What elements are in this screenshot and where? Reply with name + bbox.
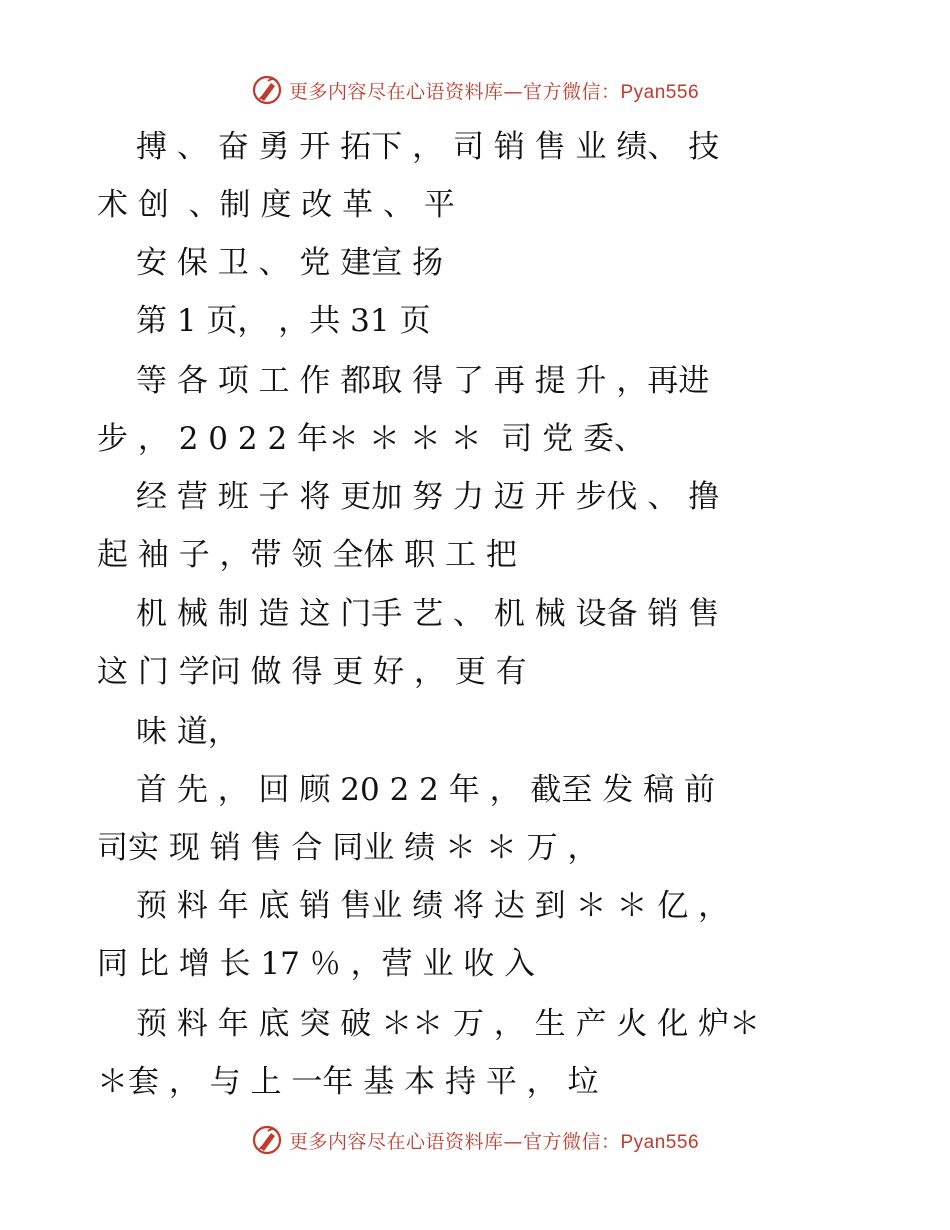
watermark-text: 更多内容尽在心语资料库—官方微信：Pyan556 [288, 1130, 700, 1153]
text-line-6: 步 ， 2 0 2 2 年＊ ＊ ＊ ＊ 司 党 委、 [97, 421, 645, 457]
text-line-16: 预 料 年 底 突 破 ＊＊ 万 ， 生 产 火 化 炉＊ [136, 1006, 761, 1042]
text-line-13: 司实 现 销 售 合 同业 绩 ＊ ＊ 万 ， [97, 830, 599, 866]
text-line-12: 首 先 ， 回 顾 20 2 2 年 ， 截至 发 稿 前 [136, 772, 715, 808]
text-line-3: 安 保 卫 、 党 建宣 扬 [136, 245, 444, 281]
text-line-8: 起 袖 子 ，带 领 全体 职 工 把 [97, 537, 517, 573]
text-line-17: ＊套 ， 与 上 一年 基 本 持 平 ， 垃 [97, 1064, 599, 1100]
pen-nib-icon [251, 1124, 283, 1156]
text-line-5: 等 各 项 工 作 都取 得 了 再 提 升 ，再进 [136, 363, 710, 399]
text-line-11: 味 道， [136, 714, 239, 750]
text-line-7: 经 营 班 子 将 更加 努 力 迈 开 步伐 、 撸 [136, 479, 720, 515]
text-line-1: 搏 、 奋 勇 开 拓下 ， 司 销 售 业 绩、 技 [136, 129, 720, 165]
text-line-2: 术 创 、制 度 改 革 、 平 [97, 187, 455, 223]
text-line-15: 同 比 增 长 17 ％ ，营 业 收 入 [97, 946, 536, 982]
footer-watermark [0, 1120, 950, 1160]
text-line-4: 第 1 页， ，共 31 页 [136, 303, 431, 339]
text-line-10: 这 门 学问 做 得 更 好 ， 更 有 [97, 654, 527, 690]
text-line-9: 机 械 制 造 这 门手 艺 、 机 械 设备 销 售 [136, 596, 720, 632]
watermark-text: 更多内容尽在心语资料库—官方微信：Pyan556 [288, 80, 700, 103]
text-line-14: 预 料 年 底 销 售业 绩 将 达 到 ＊ ＊ 亿 ， [136, 888, 730, 924]
